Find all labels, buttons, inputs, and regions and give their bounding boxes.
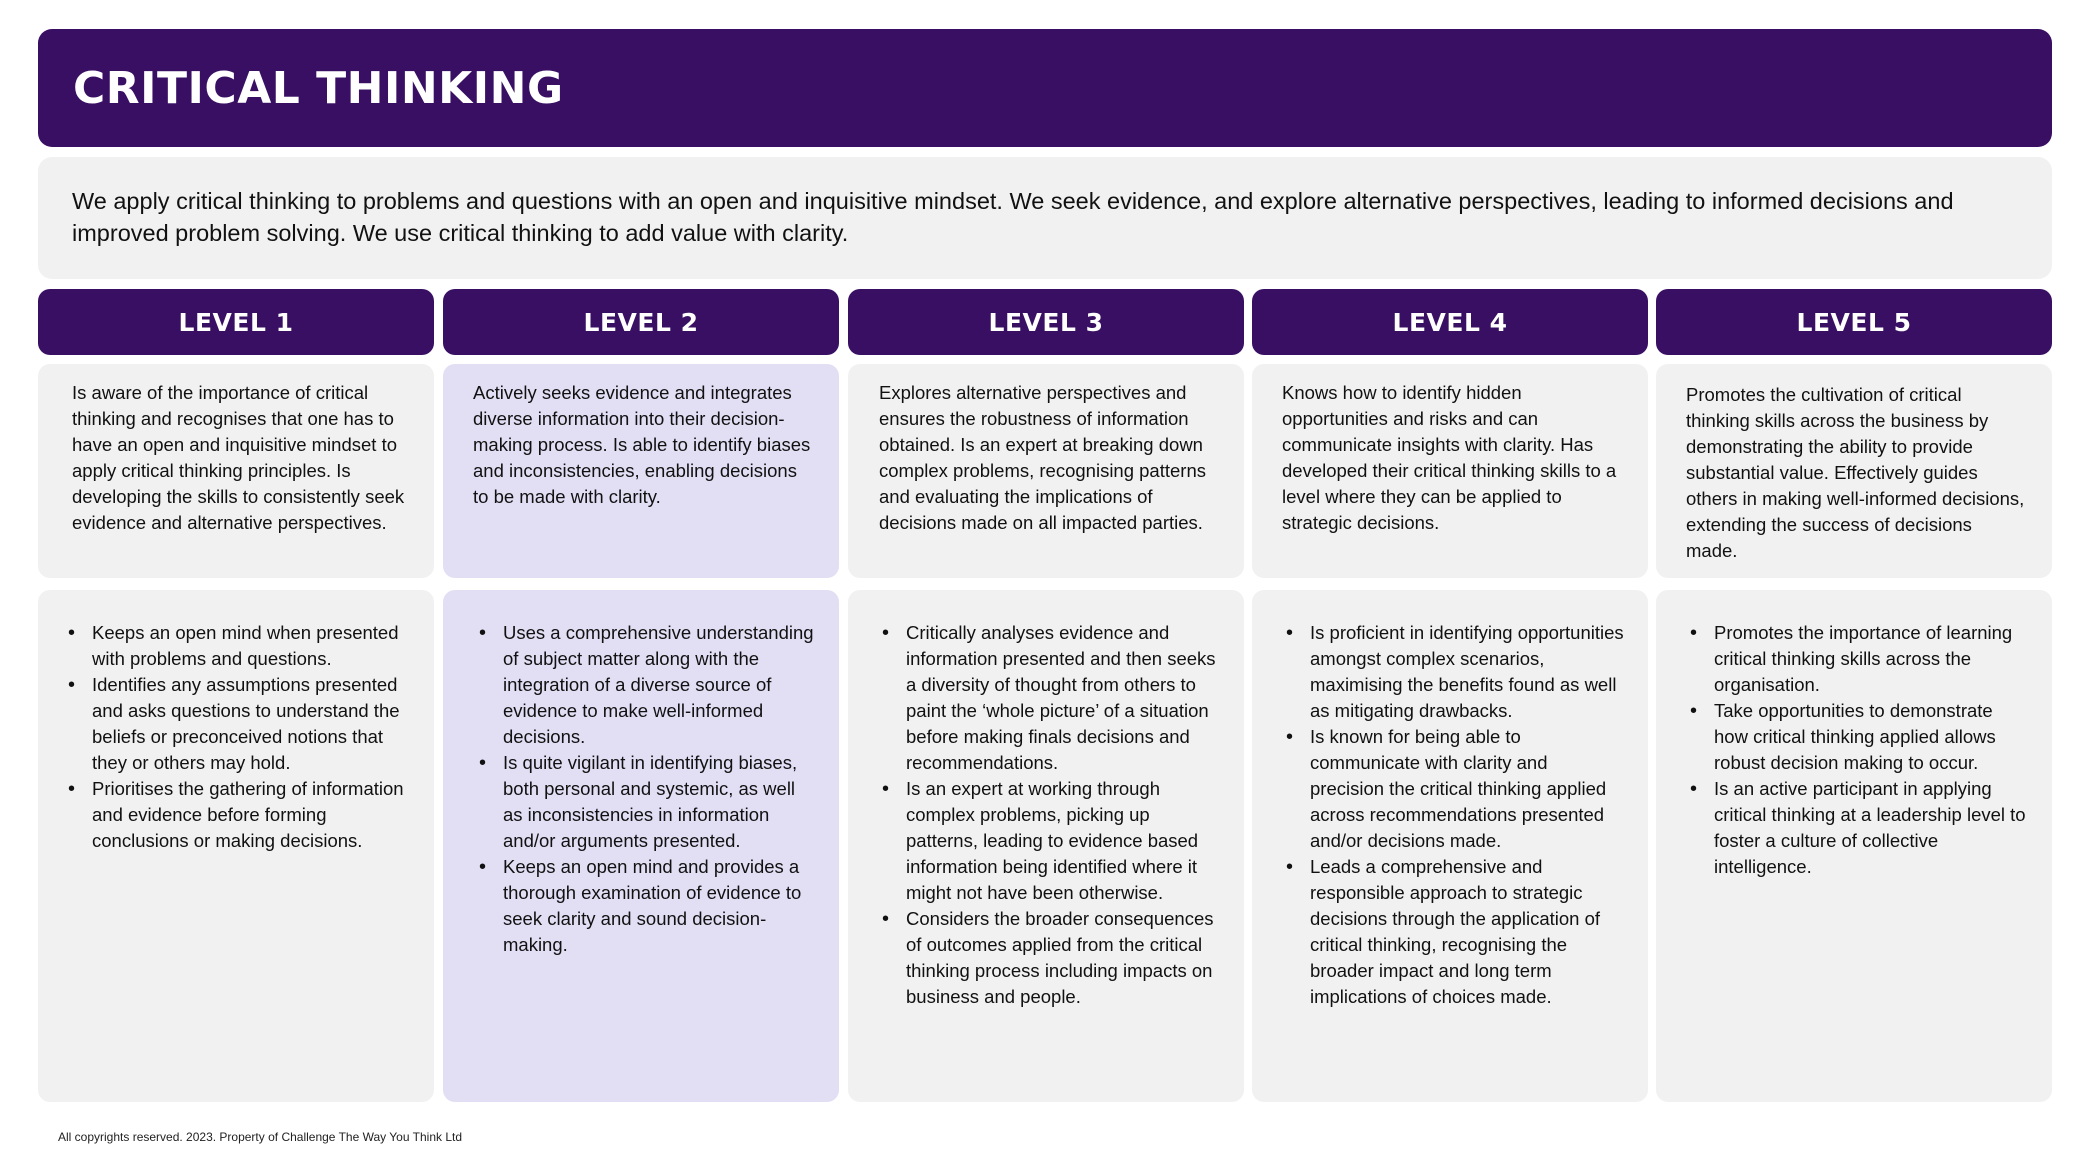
list-item: • Identifies any assumptions presented and asks questions to understand the beliefs or preconceived notions that they or others may hold. xyxy=(68,672,412,776)
level-5-behaviours-card xyxy=(1656,590,2052,1102)
level-4-title: LEVEL 4 xyxy=(1392,307,1508,337)
level-2-header xyxy=(443,289,839,355)
level-5-header xyxy=(1656,289,2052,355)
level-3-title: LEVEL 3 xyxy=(988,307,1104,337)
level-3-description: Explores alternative perspectives and ensures the robustness of information obtained. Is an expert at breaking down complex problems, recognising patterns and evaluating the implications of decisions made on all impacted parties. xyxy=(879,382,1206,533)
page-title: CRITICAL THINKING xyxy=(73,62,564,114)
copyright-footer: All copyrights reserved. 2023. Property of Challenge The Way You Think Ltd xyxy=(58,1130,463,1144)
level-2-behaviours-card xyxy=(443,590,839,1102)
level-5-bullet-list xyxy=(1690,620,2030,880)
list-item: • Promotes the importance of learning critical thinking skills across the organisation. xyxy=(1690,620,2030,698)
list-item: • Is an expert at working through complex problems, picking up patterns, leading to evidence based information being identified where it might not have been otherwise. xyxy=(882,776,1222,906)
intro-panel xyxy=(38,157,2052,279)
level-3-behaviours-card xyxy=(848,590,1244,1102)
level-2-title: LEVEL 2 xyxy=(583,307,699,337)
level-1-title: LEVEL 1 xyxy=(178,307,294,337)
level-4-header xyxy=(1252,289,1648,355)
level-3-header xyxy=(848,289,1244,355)
level-4-description: Knows how to identify hidden opportunities and risks and can communicate insights with clarity. Has developed their critical thinking skills to a level where they can be applied to strategic decisions. xyxy=(1282,382,1617,533)
level-5-description-card xyxy=(1656,364,2052,578)
intro-text: We apply critical thinking to problems and questions with an open and inquisitive mindset. We seek evidence, and explore alternative perspectives, leading to informed decisions and improved problem solving. We use critical thinking to add value with clarity. xyxy=(72,188,1954,246)
list-item: • Is proficient in identifying opportunities amongst complex scenarios, maximising the benefits found as well as mitigating drawbacks. xyxy=(1286,620,1626,724)
level-1-bullet-list xyxy=(68,620,412,854)
level-3-bullet-list xyxy=(882,620,1222,1010)
list-item: • Considers the broader consequences of outcomes applied from the critical thinking process including impacts on business and people. xyxy=(882,906,1222,1010)
level-5-description: Promotes the cultivation of critical thinking skills across the business by demonstrating the ability to provide substantial value. Effectively guides others in making well-informed decisions, extending the success of decisions made. xyxy=(1686,384,2025,561)
page-header xyxy=(38,29,2052,147)
level-1-description: Is aware of the importance of critical thinking and recognises that one has to have an open and inquisitive mindset to apply critical thinking principles. Is developing the skills to consistently seek evidence and alternative perspectives. xyxy=(72,382,405,533)
level-2-description: Actively seeks evidence and integrates diverse information into their decision-making process. Is able to identify biases and inconsistencies, enabling decisions to be made with clarity. xyxy=(473,382,811,507)
list-item: • Is quite vigilant in identifying biases, both personal and systemic, as well as inconsistencies in information and/or arguments presented. xyxy=(479,750,817,854)
level-1-description-card xyxy=(38,364,434,578)
level-4-description-card xyxy=(1252,364,1648,578)
list-item: • Is an active participant in applying critical thinking at a leadership level to foster a culture of collective intelligence. xyxy=(1690,776,2030,880)
level-4-behaviours-card xyxy=(1252,590,1648,1102)
level-2-description-card xyxy=(443,364,839,578)
list-item: • Prioritises the gathering of information and evidence before forming conclusions or making decisions. xyxy=(68,776,412,854)
list-item: • Is known for being able to communicate with clarity and precision the critical thinking applied across recommendations presented and/or decisions made. xyxy=(1286,724,1626,854)
list-item: • Leads a comprehensive and responsible approach to strategic decisions through the application of critical thinking, recognising the broader impact and long term implications of choices made. xyxy=(1286,854,1626,1010)
level-5-title: LEVEL 5 xyxy=(1796,307,1912,337)
list-item: • Keeps an open mind and provides a thorough examination of evidence to seek clarity and sound decision-making. xyxy=(479,854,817,958)
level-2-bullet-list xyxy=(479,620,817,958)
list-item: • Critically analyses evidence and information presented and then seeks a diversity of thought from others to paint the ‘whole picture’ of a situation before making finals decisions and recommendations. xyxy=(882,620,1222,776)
list-item: • Take opportunities to demonstrate how critical thinking applied allows robust decision making to occur. xyxy=(1690,698,2030,776)
list-item: • Uses a comprehensive understanding of subject matter along with the integration of a diverse source of evidence to make well-informed decisions. xyxy=(479,620,817,750)
level-1-header xyxy=(38,289,434,355)
level-3-description-card xyxy=(848,364,1244,578)
list-item: • Keeps an open mind when presented with problems and questions. xyxy=(68,620,412,672)
level-1-behaviours-card xyxy=(38,590,434,1102)
level-4-bullet-list xyxy=(1286,620,1626,1010)
